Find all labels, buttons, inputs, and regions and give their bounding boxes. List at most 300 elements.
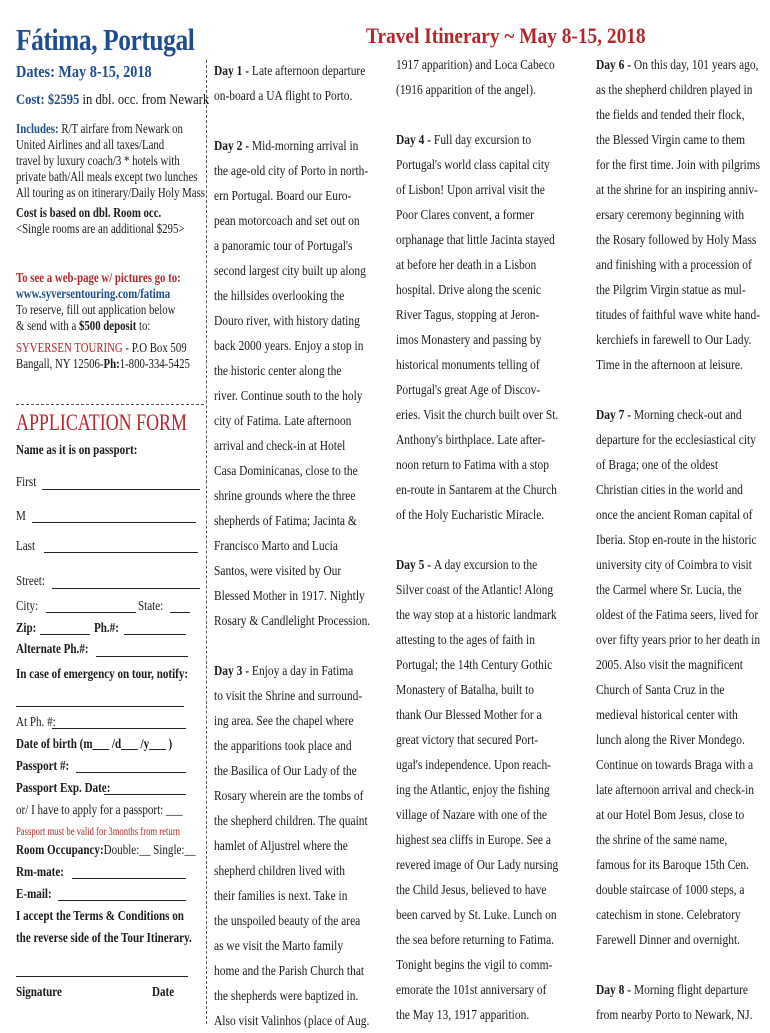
itinerary-text: the historic center along the (214, 363, 342, 378)
itinerary-text: Christian cities in the world and (596, 482, 743, 497)
itinerary-text: Church of Santa Cruz in the (596, 682, 725, 697)
itinerary-line (596, 152, 761, 177)
day-label: Day 8 - (596, 982, 634, 997)
itinerary-text: the way stop at a historic landmark (396, 607, 557, 622)
itinerary-line (596, 527, 757, 552)
itinerary-text: Casa Dominicanas, close to the (214, 463, 358, 478)
emergency-label: In case of emergency on tour, notify: (16, 666, 189, 681)
includes-label: Includes: (16, 121, 59, 136)
tour-dates: Dates: May 8-15, 2018 (16, 62, 152, 81)
itinerary-line (396, 327, 542, 352)
itinerary-text: second largest city built up along (214, 263, 366, 278)
reserve-deposit: $500 deposit (79, 318, 137, 333)
itinerary-line (214, 283, 350, 308)
itinerary-line (596, 902, 741, 927)
itinerary-line (396, 502, 545, 527)
itinerary-text: historical monuments telling of (396, 357, 540, 372)
itinerary-text: double staircase of 1000 steps, a (596, 882, 745, 897)
at-phone-label: At Ph. #: (16, 714, 56, 729)
itinerary-line (396, 477, 557, 502)
passport-label: Passport #: (16, 758, 70, 773)
itinerary-text: Anthony's birthplace. Late after- (396, 432, 546, 447)
itinerary-text: Also visit Valinhos (place of Aug. (214, 1013, 370, 1028)
itinerary-text: river. Continue south to the holy (214, 388, 363, 403)
cost-basis: Cost is based on dbl. Room occ. (16, 205, 162, 220)
itinerary-line (214, 83, 353, 108)
zip-field[interactable] (40, 634, 90, 635)
itinerary-line (214, 333, 364, 358)
itinerary-line (214, 933, 350, 958)
itinerary-line (596, 802, 745, 827)
itinerary-line (214, 358, 350, 383)
itinerary-line (214, 258, 366, 283)
itinerary-line (396, 727, 539, 752)
itinerary-line (214, 633, 350, 658)
passport-exp-field[interactable] (104, 794, 186, 795)
day-label: Day 3 - (214, 663, 252, 678)
passport-exp-label: Passport Exp. Date: (16, 780, 111, 795)
itinerary-line (214, 733, 350, 758)
itinerary-text: the sea before returning to Fatima. (396, 932, 555, 947)
itinerary-line (214, 958, 365, 983)
includes-line: United Airlines and all taxes/Land (16, 137, 165, 152)
company-address: - P.O Box 509 (125, 340, 187, 355)
itinerary-text: the unspoiled beauty of the area (214, 913, 361, 928)
itinerary-line (396, 577, 554, 602)
itinerary-text: A day excursion to the (433, 557, 538, 572)
emergency-contact-field[interactable] (16, 706, 184, 707)
cost-label: Cost: (16, 92, 45, 108)
itinerary-text: Silver coast of the Atlantic! Along (396, 582, 554, 597)
zip-label: Zip: (16, 620, 37, 635)
date-label: Date (152, 984, 175, 999)
itinerary-line (396, 802, 548, 827)
itinerary-text: orphanage that little Jacinta stayed (396, 232, 555, 247)
itinerary-text: Mid-morning arrival in (251, 138, 359, 153)
itinerary-text: ugal's independence. Upon reach- (396, 757, 552, 772)
cost-rest: in dbl. occ. from Newark (82, 92, 210, 108)
itinerary-text: the shepherds were baptized in. (214, 988, 359, 1003)
application-form-heading: APPLICATION FORM (16, 410, 187, 435)
rm-mate-label: Rm-mate: (16, 864, 64, 879)
itinerary-line (214, 908, 361, 933)
itinerary-line (396, 152, 550, 177)
itinerary-line (396, 877, 547, 902)
itinerary-text: the apparitions took place and (214, 738, 352, 753)
itinerary-text: Monastery of Batalha, built to (396, 682, 534, 697)
includes-line: private bath/All meals except two lunches (16, 169, 198, 184)
web-block (16, 270, 233, 372)
itinerary-line (596, 752, 754, 777)
itinerary-text: pean motorcoach and set out on (214, 213, 360, 228)
itinerary-text: titudes of faithful wave white hand- (596, 307, 761, 322)
itinerary-text: been carved by St. Luke. Lunch on (396, 907, 557, 922)
includes-line: travel by luxury coach/3 * hotels with (16, 153, 180, 168)
itinerary-line (396, 302, 540, 327)
itinerary-line (396, 827, 551, 852)
itinerary-text: over fifty years prior to her death in (596, 632, 761, 647)
last-name-field[interactable] (44, 552, 198, 553)
company-phone: 1-800-334-5425 (119, 356, 190, 371)
itinerary-text: on-board a UA flight to Porto. (214, 88, 353, 103)
itinerary-line (396, 277, 541, 302)
itinerary-text: ing the Atlantic, enjoy the fishing (396, 782, 550, 797)
itinerary-line (596, 127, 746, 152)
itinerary-line (596, 277, 746, 302)
itinerary-text: arrival and check-in at Hotel (214, 438, 346, 453)
itinerary-text: Portugal's world class capital city (396, 157, 550, 172)
itinerary-line (214, 558, 350, 583)
itinerary-line (596, 302, 761, 327)
itinerary-text: the Pilgrim Virgin statue as mul- (596, 282, 746, 297)
itinerary-text: Continue on towards Braga with a (596, 757, 754, 772)
itinerary-line (396, 402, 559, 427)
itinerary-text: back 2000 years. Enjoy a stop in (214, 338, 364, 353)
day-label: Day 2 - (214, 138, 252, 153)
itinerary-text: to visit the Shrine and surround- (214, 688, 363, 703)
itinerary-line (596, 1002, 753, 1027)
itinerary-line (596, 677, 732, 702)
itinerary-line (396, 177, 545, 202)
itinerary-line (214, 783, 364, 808)
web-heading: To see a web-page w/ pictures go to: (16, 270, 181, 285)
web-url-link[interactable]: www.syversentouring.com/fatima (16, 286, 171, 301)
reserve-pre: & send with a (16, 318, 77, 333)
itinerary-text: catechism in stone. Celebratory (596, 907, 741, 922)
itinerary-text: hospital. Drive along the scenic (396, 282, 541, 297)
itinerary-line (596, 727, 745, 752)
itinerary-line (596, 702, 738, 727)
itinerary-line (396, 702, 542, 727)
itinerary-line (596, 327, 752, 352)
itinerary-text: the Basilica of Our Lady of the (214, 763, 357, 778)
itinerary-text: Portugal's great Age of Discov- (396, 382, 541, 397)
itinerary-line (596, 852, 749, 877)
itinerary-line (596, 652, 743, 677)
day-label: Day 6 - (596, 57, 634, 72)
itinerary-text: the Child Jesus, believed to have (396, 882, 547, 897)
itinerary-text: (1916 apparition of the angel). (396, 82, 536, 97)
itinerary-line (596, 977, 749, 1002)
itinerary-text: emorate the 101st anniversary of (396, 982, 547, 997)
itinerary-line (214, 758, 357, 783)
itinerary-line (596, 552, 752, 577)
itinerary-line (214, 408, 350, 433)
itinerary-text: Rosary wherein are the tombs of (214, 788, 364, 803)
signature-label: Signature (16, 984, 62, 999)
itinerary-text: the Carmel where Sr. Lucia, the (596, 582, 742, 597)
column-divider (206, 60, 207, 1024)
includes-line: All touring as on itinerary/Daily Holy Mass (16, 185, 205, 200)
itinerary-text: medieval historical center with (596, 707, 738, 722)
itinerary-text: Douro river, with history dating (214, 313, 360, 328)
itinerary-text: the May 13, 1917 apparition. (396, 1007, 530, 1022)
at-phone-field[interactable] (52, 728, 186, 729)
itinerary-line (396, 52, 555, 77)
itinerary-line (396, 1002, 532, 1027)
dob-field[interactable]: Date of birth (m___ /d___ /y___ ) (16, 736, 173, 751)
itinerary-line (596, 52, 759, 77)
itinerary-text: On this day, 101 years ago, (633, 57, 759, 72)
itinerary-line (214, 208, 360, 233)
itinerary-line (596, 777, 755, 802)
itinerary-text: Rosary & Candlelight Procession. (214, 613, 371, 628)
itinerary-text: home and the Parish Church that (214, 963, 365, 978)
itinerary-line (396, 227, 555, 252)
itinerary-line (596, 627, 761, 652)
itinerary-text: Poor Clares convent, a former (396, 207, 534, 222)
itinerary-line (396, 252, 537, 277)
itinerary-text: Late afternoon departure (251, 63, 366, 78)
itinerary-line (214, 533, 350, 558)
itinerary-column-4 (596, 52, 761, 1027)
itinerary-line (396, 552, 538, 577)
itinerary-text: of Braga; one of the oldest (596, 457, 719, 472)
itinerary-line (214, 883, 350, 908)
itinerary-line (214, 608, 371, 633)
itinerary-text: 1917 apparition) and Loca Cabeco (396, 57, 555, 72)
itinerary-line (214, 658, 354, 683)
itinerary-line (396, 77, 536, 102)
itinerary-text: shepherds of Fatima; Jacinta & (214, 513, 357, 528)
state-field[interactable] (170, 612, 190, 613)
itinerary-line (396, 652, 553, 677)
itinerary-line (596, 177, 758, 202)
itinerary-text: Santos, were visited by Our (214, 563, 342, 578)
itinerary-text: Portugal; the 14th Century Gothic (396, 657, 553, 672)
cost-value: $2595 (47, 92, 80, 108)
includes-line: R/T airfare from Newark on (61, 121, 183, 136)
itinerary-text: noon return to Fatima with a stop (396, 457, 549, 472)
itinerary-text: ersary ceremony beginning with (596, 207, 745, 222)
itinerary-text: Full day excursion to (433, 132, 532, 147)
itinerary-line (396, 377, 541, 402)
alt-phone-field[interactable] (96, 656, 188, 657)
itinerary-text: famous for its Baroque 15th Cen. (596, 857, 749, 872)
terms-line-2: the reverse side of the Tour Itinerary. (16, 930, 192, 945)
street-field[interactable] (52, 588, 200, 589)
street-label: Street: (16, 573, 45, 588)
room-occupancy-line[interactable] (16, 842, 235, 858)
includes-block (16, 121, 206, 237)
itinerary-line (214, 458, 358, 483)
itinerary-text: once the ancient Roman capital of (596, 507, 753, 522)
email-field[interactable] (58, 900, 186, 901)
itinerary-line (596, 202, 745, 227)
itinerary-line (214, 308, 360, 333)
email-label: E-mail: (16, 886, 52, 901)
reserve-line: To reserve, fill out application below (16, 302, 176, 317)
first-label: First (16, 474, 37, 489)
itinerary-text: as the shepherd children played in (596, 82, 753, 97)
itinerary-line (596, 602, 759, 627)
passport-field[interactable] (76, 772, 186, 773)
apply-passport-line[interactable]: or/ I have to apply for a passport: ___ (16, 802, 183, 817)
itinerary-line (214, 483, 356, 508)
itinerary-text: shrine grounds where the three (214, 488, 356, 503)
itinerary-line (596, 827, 732, 852)
itinerary-column-2 (214, 58, 374, 1033)
itinerary-line (596, 477, 743, 502)
itinerary-line (396, 977, 547, 1002)
itinerary-line (214, 158, 369, 183)
company-city: Bangall, NY 12506- (16, 356, 104, 371)
itinerary-text: ern Portugal. Board our Euro- (214, 188, 352, 203)
itinerary-line (596, 77, 753, 102)
form-divider (16, 404, 204, 405)
itinerary-line (596, 877, 745, 902)
itinerary-line (596, 927, 741, 952)
itinerary-text: lunch along the River Mondego. (596, 732, 745, 747)
itinerary-line (214, 183, 350, 208)
state-label: State: (138, 598, 164, 613)
last-label: Last (16, 538, 36, 553)
name-label: Name as it is on passport: (16, 442, 138, 457)
company-phone-label: Ph: (103, 356, 120, 371)
day-label: Day 5 - (396, 557, 434, 572)
itinerary-text: departure for the ecclesiastical city (596, 432, 756, 447)
itinerary-text: their families is next. Take in (214, 888, 348, 903)
itinerary-text: River Tagus, stopping at Jeron- (396, 307, 540, 322)
itinerary-text: Francisco Marto and Lucia (214, 538, 338, 553)
itinerary-line (396, 777, 550, 802)
itinerary-text: as we visit the Marto family (214, 938, 344, 953)
itinerary-text: attesting to the ages of faith in (396, 632, 535, 647)
itinerary-line (214, 708, 354, 733)
itinerary-text: highest sea cliffs in Europe. See a (396, 832, 551, 847)
itinerary-line (214, 1008, 370, 1033)
itinerary-text: at the shrine for an inspiring anniv- (596, 182, 758, 197)
itinerary-text: for the first time. Join with pilgrims (596, 157, 761, 172)
itinerary-line (214, 383, 363, 408)
itinerary-line (214, 808, 368, 833)
itinerary-line (214, 508, 357, 533)
itinerary-text: at our Hotel Bom Jesus, close to (596, 807, 745, 822)
itinerary-text: great victory that secured Port- (396, 732, 539, 747)
itinerary-text: the shrine of the same name, (596, 832, 728, 847)
reserve-line (16, 318, 190, 334)
itinerary-line (214, 58, 366, 83)
phone-label: Ph.#: (94, 620, 119, 635)
itinerary-line (214, 133, 359, 158)
itinerary-line (214, 983, 359, 1008)
alt-phone-label: Alternate Ph.#: (16, 641, 89, 656)
middle-label: M (16, 508, 26, 523)
itinerary-line (396, 752, 552, 777)
itinerary-text: Iberia. Stop en-route in the historic (596, 532, 757, 547)
itinerary-text: Blessed Mother in 1917. Nightly (214, 588, 365, 603)
itinerary-line (596, 402, 742, 427)
itinerary-text: the hillsides overlooking the (214, 288, 345, 303)
itinerary-line (396, 602, 557, 627)
page-title: Fátima, Portugal (16, 22, 195, 57)
day-label: Day 1 - (214, 63, 252, 78)
itinerary-text: of Lisbon! Upon arrival visit the (396, 182, 545, 197)
itinerary-text: a panoramic tour of Portugal's (214, 238, 353, 253)
itinerary-line (396, 927, 555, 952)
itinerary-line (396, 127, 532, 152)
itinerary-text: en-route in Santarem at the Church (396, 482, 557, 497)
phone-field[interactable] (124, 634, 186, 635)
itinerary-text: kerchiefs in farewell to Our Lady. (596, 332, 752, 347)
reserve-post: to: (139, 318, 151, 333)
passport-valid-note: Passport must be valid for 3months from return (16, 824, 180, 838)
itinerary-line (214, 233, 353, 258)
itinerary-line (396, 427, 546, 452)
middle-name-field[interactable] (32, 522, 196, 523)
itinerary-line (214, 833, 350, 858)
itinerary-text: the Blessed Virgin came to them (596, 132, 746, 147)
itinerary-text: city of Fatima. Late afternoon (214, 413, 352, 428)
itinerary-text: Farewell Dinner and overnight. (596, 932, 741, 947)
rm-mate-field[interactable] (72, 878, 186, 879)
day-label: Day 4 - (396, 132, 434, 147)
itinerary-text: from nearby Porto to Newark, NJ. (596, 1007, 753, 1022)
itinerary-line (396, 852, 559, 877)
itinerary-line (396, 202, 532, 227)
itinerary-text: university city of Coimbra to visit (596, 557, 752, 572)
itinerary-line (596, 377, 732, 402)
itinerary-line (396, 627, 535, 652)
itinerary-text: Morning check-out and (633, 407, 742, 422)
itinerary-line (596, 227, 757, 252)
itinerary-text: the shepherd children. The quaint (214, 813, 368, 828)
itinerary-text: oldest of the Fatima seers, lived for (596, 607, 759, 622)
itinerary-line (214, 683, 363, 708)
itinerary-column-3 (396, 52, 559, 1027)
itinerary-text: the age-old city of Porto in north- (214, 163, 369, 178)
tour-cost (16, 92, 246, 108)
itinerary-line (596, 577, 742, 602)
itinerary-line (396, 352, 540, 377)
itinerary-text: the Rosary followed by Holy Mass (596, 232, 757, 247)
itinerary-text: ing area. See the chapel where (214, 713, 354, 728)
day-label: Day 7 - (596, 407, 634, 422)
itinerary-text: at before her death in a Lisbon (396, 257, 537, 272)
itinerary-text: 2005. Also visit the magnificent (596, 657, 743, 672)
itinerary-line (214, 583, 365, 608)
itinerary-line (396, 902, 557, 927)
itinerary-line (396, 677, 532, 702)
itinerary-title: Travel Itinerary ~ May 8-15, 2018 (366, 23, 646, 48)
itinerary-line (596, 102, 745, 127)
itinerary-line (214, 108, 350, 133)
itinerary-text: late afternoon arrival and check-in (596, 782, 755, 797)
itinerary-text: Morning flight departure (633, 982, 749, 997)
city-field[interactable] (46, 612, 136, 613)
itinerary-text: and finishing with a procession of (596, 257, 752, 272)
itinerary-text: eries. Visit the church built over St. (396, 407, 559, 422)
itinerary-text: village of Nazare with one of the (396, 807, 548, 822)
itinerary-line (396, 452, 549, 477)
itinerary-text: Enjoy a day in Fatima (251, 663, 354, 678)
room-occupancy-options: Double:__ Single:__ (103, 842, 196, 857)
itinerary-text: of the Holy Eucharistic Miracle. (396, 507, 545, 522)
itinerary-text: hamlet of Aljustrel where the (214, 838, 348, 853)
itinerary-line (596, 252, 752, 277)
itinerary-text: Time in the afternoon at leisure. (596, 357, 743, 372)
itinerary-text: thank Our Blessed Mother for a (396, 707, 542, 722)
terms-line-1: I accept the Terms & Conditions on (16, 908, 184, 923)
signature-field[interactable] (16, 976, 188, 977)
company-name: SYVERSEN TOURING (16, 340, 123, 355)
first-name-field[interactable] (42, 489, 200, 490)
itinerary-line (214, 858, 350, 883)
company-line (16, 340, 190, 356)
itinerary-line (596, 427, 756, 452)
company-city-line (16, 356, 190, 372)
itinerary-text: revered image of Our Lady nursing (396, 857, 559, 872)
